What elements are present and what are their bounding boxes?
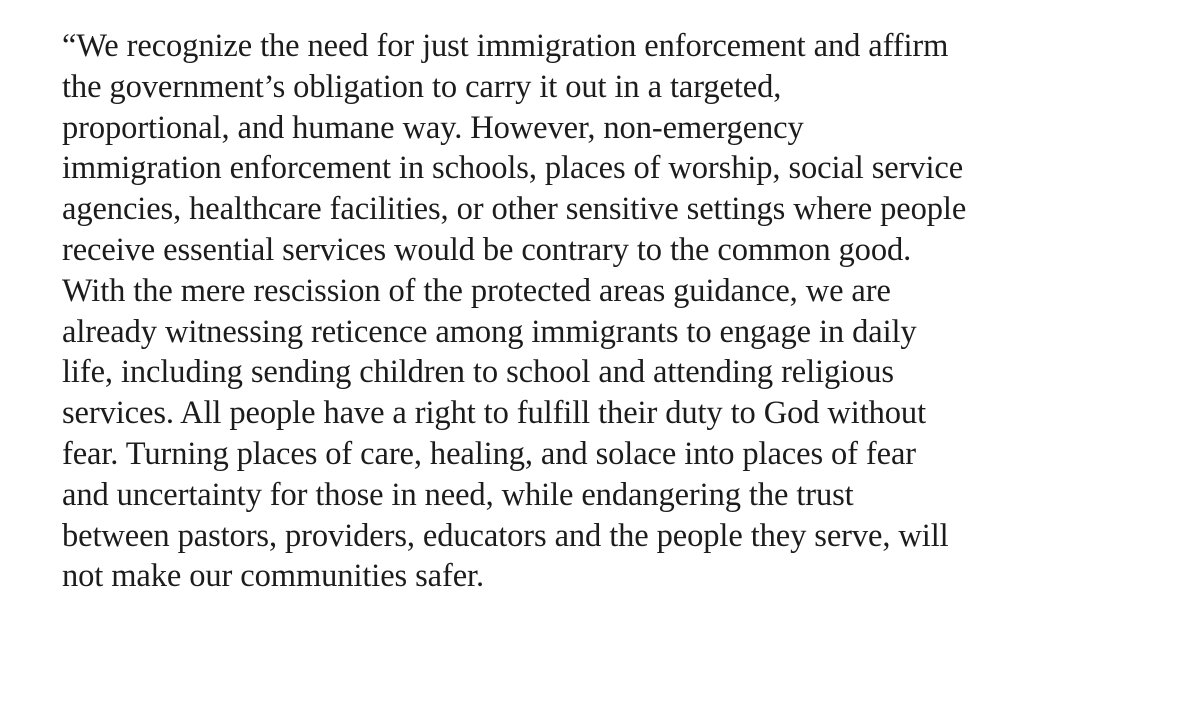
quote-line: services. All people have a right to fulfill their duty to God without: [62, 395, 927, 432]
quote-line: life, including sending children to school and attending religious: [62, 354, 894, 391]
quote-line: and uncertainty for those in need, while endangering the trust: [62, 476, 854, 513]
quote-line: the government’s obligation to carry it out in a targeted,: [62, 68, 782, 105]
quote-line: agencies, healthcare facilities, or other sensitive settings where people: [62, 191, 967, 228]
quote-paragraph: [62, 26, 1182, 597]
quote-line: immigration enforcement in schools, places of worship, social service: [62, 150, 964, 187]
quote-line: “We recognize the need for just immigration enforcement and affirm: [62, 28, 949, 64]
quote-line: not make our communities safer.: [62, 558, 485, 595]
quote-line: fear. Turning places of care, healing, and solace into places of fear: [62, 435, 917, 472]
quote-line: already witnessing reticence among immigrants to engage in daily: [62, 313, 917, 350]
quote-line: between pastors, providers, educators and the people they serve, will: [62, 517, 949, 554]
quote-line: receive essential services would be contrary to the common good.: [62, 231, 912, 268]
quote-line: With the mere rescission of the protected areas guidance, we are: [62, 272, 891, 309]
quote-line: proportional, and humane way. However, non-emergency: [62, 109, 804, 146]
